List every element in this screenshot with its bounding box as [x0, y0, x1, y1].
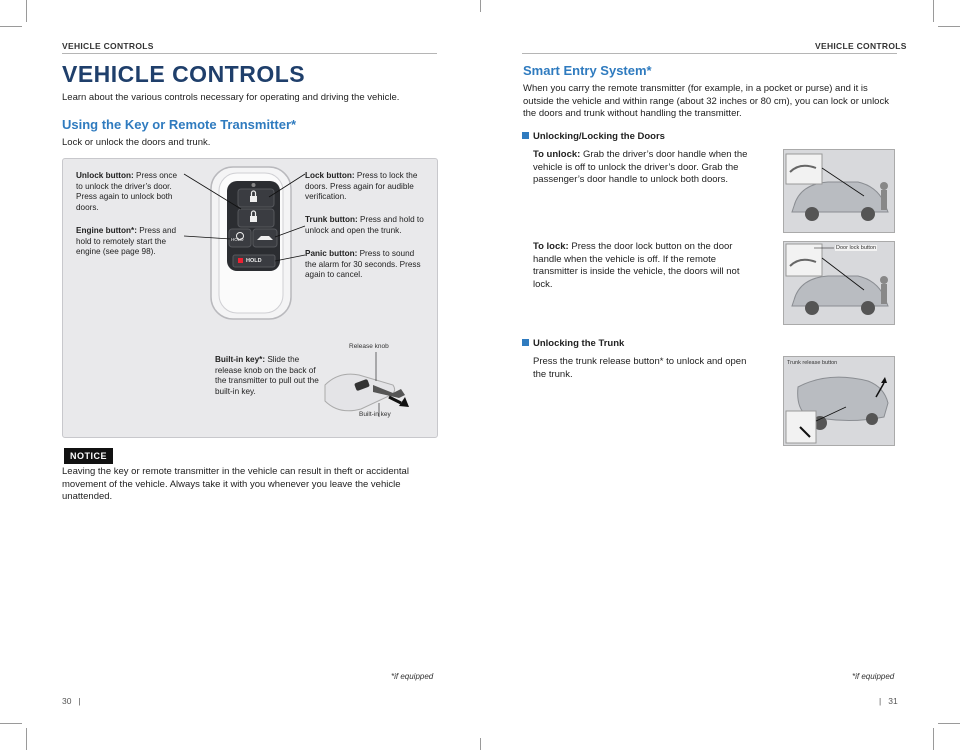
callout-panic: Panic button: Press to sound the alarm for 30 seconds. Press again to cancel.	[305, 249, 421, 280]
smart-entry-intro: When you carry the remote transmitter (for example, in a pocket or purse) and it is outside the vehicle and within range (about 32 inches or 80 cm), you can lock or unlock the doors and trunk without handling the transmitter.	[523, 83, 889, 119]
intro-text: Learn about the various controls necessary for operating and driving the vehicle.	[62, 92, 400, 103]
section-title-smart-entry: Smart Entry System*	[523, 63, 652, 78]
callout-engine: Engine button*: Press and hold to remotely start the engine (see page 98).	[76, 226, 177, 257]
label-release-knob: Release knob	[349, 343, 389, 350]
fob-hold-big: HOLD	[246, 258, 262, 264]
crop-mark	[938, 26, 960, 27]
car-illustration	[784, 150, 894, 232]
crop-mark	[480, 738, 481, 750]
crop-mark	[0, 723, 22, 724]
trunk-instructions: Press the trunk release button* to unlock and open the trunk.	[533, 356, 747, 380]
page-number-right: | 31	[879, 696, 898, 706]
callout-unlock: Unlock button: Press once to unlock the driver’s door. Press again to unlock both doors.	[76, 171, 177, 212]
unlock-instructions: To unlock: Grab the driver’s door handle when the vehicle is off to unlock the driver’s door. Grab the passenger’s door handle to unlock both doors.	[533, 149, 748, 185]
crop-mark	[933, 728, 934, 750]
label-door-lock-button: Door lock button	[836, 245, 877, 251]
footnote-right: *if equipped	[852, 672, 895, 681]
subheading-trunk: Unlocking the Trunk	[522, 338, 624, 349]
car-rear-illustration	[784, 357, 894, 445]
callout-trunk: Trunk button: Press and hold to unlock and open the trunk.	[305, 215, 424, 235]
lock-door-image	[783, 241, 895, 325]
subheading-doors: Unlocking/Locking the Doors	[522, 131, 665, 142]
square-bullet-icon	[522, 132, 529, 139]
crop-mark	[26, 728, 27, 750]
running-header-left: VEHICLE CONTROLS	[62, 41, 154, 51]
car-illustration	[784, 242, 894, 324]
header-rule	[62, 53, 437, 54]
callout-builtin-key: Built-in key*: Slide the release knob on the back of the transmitter to pull out the built-in key.	[215, 355, 319, 396]
crop-mark	[0, 26, 22, 27]
section-title-key: Using the Key or Remote Transmitter*	[62, 117, 297, 132]
header-rule	[522, 53, 897, 54]
crop-mark	[933, 0, 934, 22]
fob-hold-small: HOLD	[231, 237, 244, 242]
notice-tag: NOTICE	[64, 448, 113, 464]
footnote-left: *if equipped	[391, 672, 434, 681]
page-title: VEHICLE CONTROLS	[62, 61, 306, 87]
callout-lock: Lock button: Press to lock the doors. Press again for audible verification.	[305, 171, 418, 202]
unlock-door-image	[783, 149, 895, 233]
label-trunk-release-button: Trunk release button	[787, 360, 838, 366]
running-header-right: VEHICLE CONTROLS	[815, 41, 907, 51]
label-built-in-key: Built-in key	[359, 411, 391, 418]
crop-mark	[938, 723, 960, 724]
page-number-left: 30 |	[62, 696, 81, 706]
key-fob-diagram-panel	[62, 158, 438, 438]
square-bullet-icon	[522, 339, 529, 346]
trunk-release-image	[783, 356, 895, 446]
crop-mark	[26, 0, 27, 22]
notice-text: Leaving the key or remote transmitter in the vehicle can result in theft or accidental movement of the vehicle. Always take it with you whenever you leave the vehicle unattended.	[62, 466, 409, 502]
lock-instructions: To lock: Press the door lock button on the door handle when the vehicle is off. If the remote transmitter is inside the vehicle, the doors will not lock.	[533, 241, 740, 290]
section-intro: Lock or unlock the doors and trunk.	[62, 137, 211, 148]
crop-mark	[480, 0, 481, 12]
